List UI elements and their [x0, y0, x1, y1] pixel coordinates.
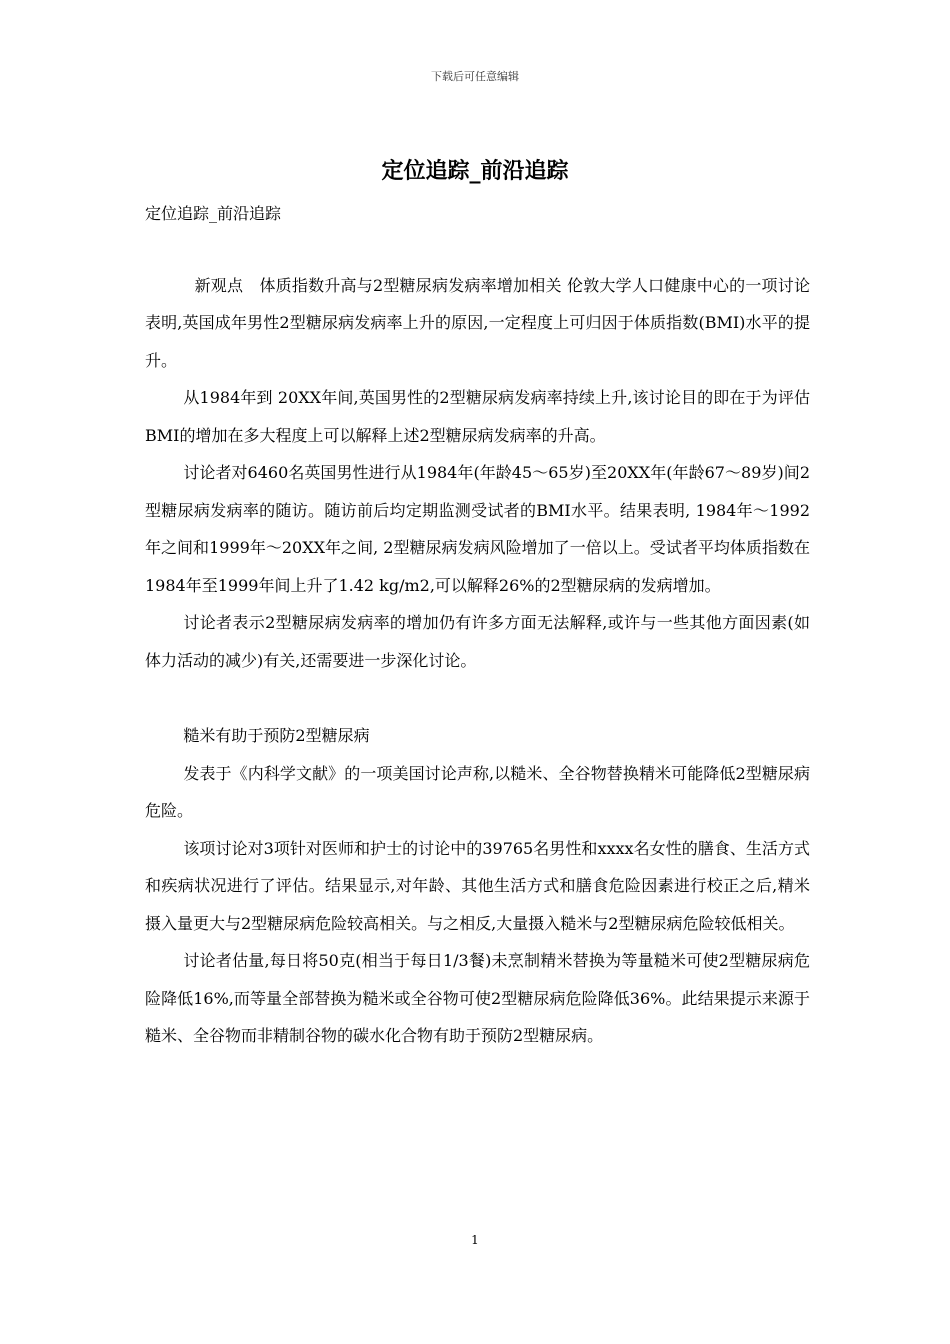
paragraph-brown-rice-estimate: 讨论者估量,每日将50克(相当于每日1/3餐)未烹制精米替换为等量糙米可使2型糖尿病危险降低16%,而等量全部替换为糙米或全谷物可使2型糖尿病危险降低36%。此结果提示来源于糙米、全谷物而非精制谷物的碳水化合物有助于预防2型糖尿病。	[145, 951, 810, 1045]
paragraph-study-conclusion: 讨论者表示2型糖尿病发病率的增加仍有许多方面无法解释,或许与一些其他方面因素(如体力活动的减少)有关,还需要进一步深化讨论。	[145, 613, 810, 670]
paragraph-brown-rice-intro: 发表于《内科学文献》的一项美国讨论声称,以糙米、全谷物替换精米可能降低2型糖尿病危险。	[145, 763, 810, 820]
paragraph-study-method: 讨论者对6460名英国男性进行从1984年(年龄45～65岁)至20XX年(年龄67～89岁)间2型糖尿病发病率的随访。随访前后均定期监测受试者的BMI水平。结果表明, 1984年～1992年之间和1999年～20XX年之间, 2型糖尿病发病风险增加了一倍以上。受试者平均体质指数在1984年至1999年间上升了1.42 kg/m2,可以解释26%的2型糖尿病的发病增加。	[145, 463, 810, 595]
document-body	[145, 195, 810, 1055]
page-number: 1	[471, 1233, 479, 1247]
paragraph-new-viewpoint: 新观点 体质指数升高与2型糖尿病发病率增加相关 伦敦大学人口健康中心的一项讨论表明,英国成年男性2型糖尿病发病率上升的原因,一定程度上可归因于体质指数(BMI)水平的提升。	[145, 275, 810, 370]
document-subtitle: 定位追踪_前沿追踪	[145, 204, 282, 223]
paragraph-study-aim: 从1984年到 20XX年间,英国男性的2型糖尿病发病率持续上升,该讨论目的即在于为评估BMI的增加在多大程度上可以解释上述2型糖尿病发病率的升高。	[145, 388, 810, 445]
document-title: 定位追踪_前沿追踪	[381, 159, 569, 184]
section-heading-brown-rice: 糙米有助于预防2型糖尿病	[183, 726, 370, 745]
page-header-note: 下载后可任意编辑	[431, 70, 519, 83]
paragraph-brown-rice-study: 该项讨论对3项针对医师和护士的讨论中的39765名男性和xxxx名女性的膳食、生活方式和疾病状况进行了评估。结果显示,对年龄、其他生活方式和膳食危险因素进行校正之后,精米摄入量更大与2型糖尿病危险较高相关。与之相反,大量摄入糙米与2型糖尿病危险较低相关。	[145, 838, 810, 933]
paragraph-spacer	[145, 233, 810, 267]
paragraph-spacer	[145, 679, 810, 717]
